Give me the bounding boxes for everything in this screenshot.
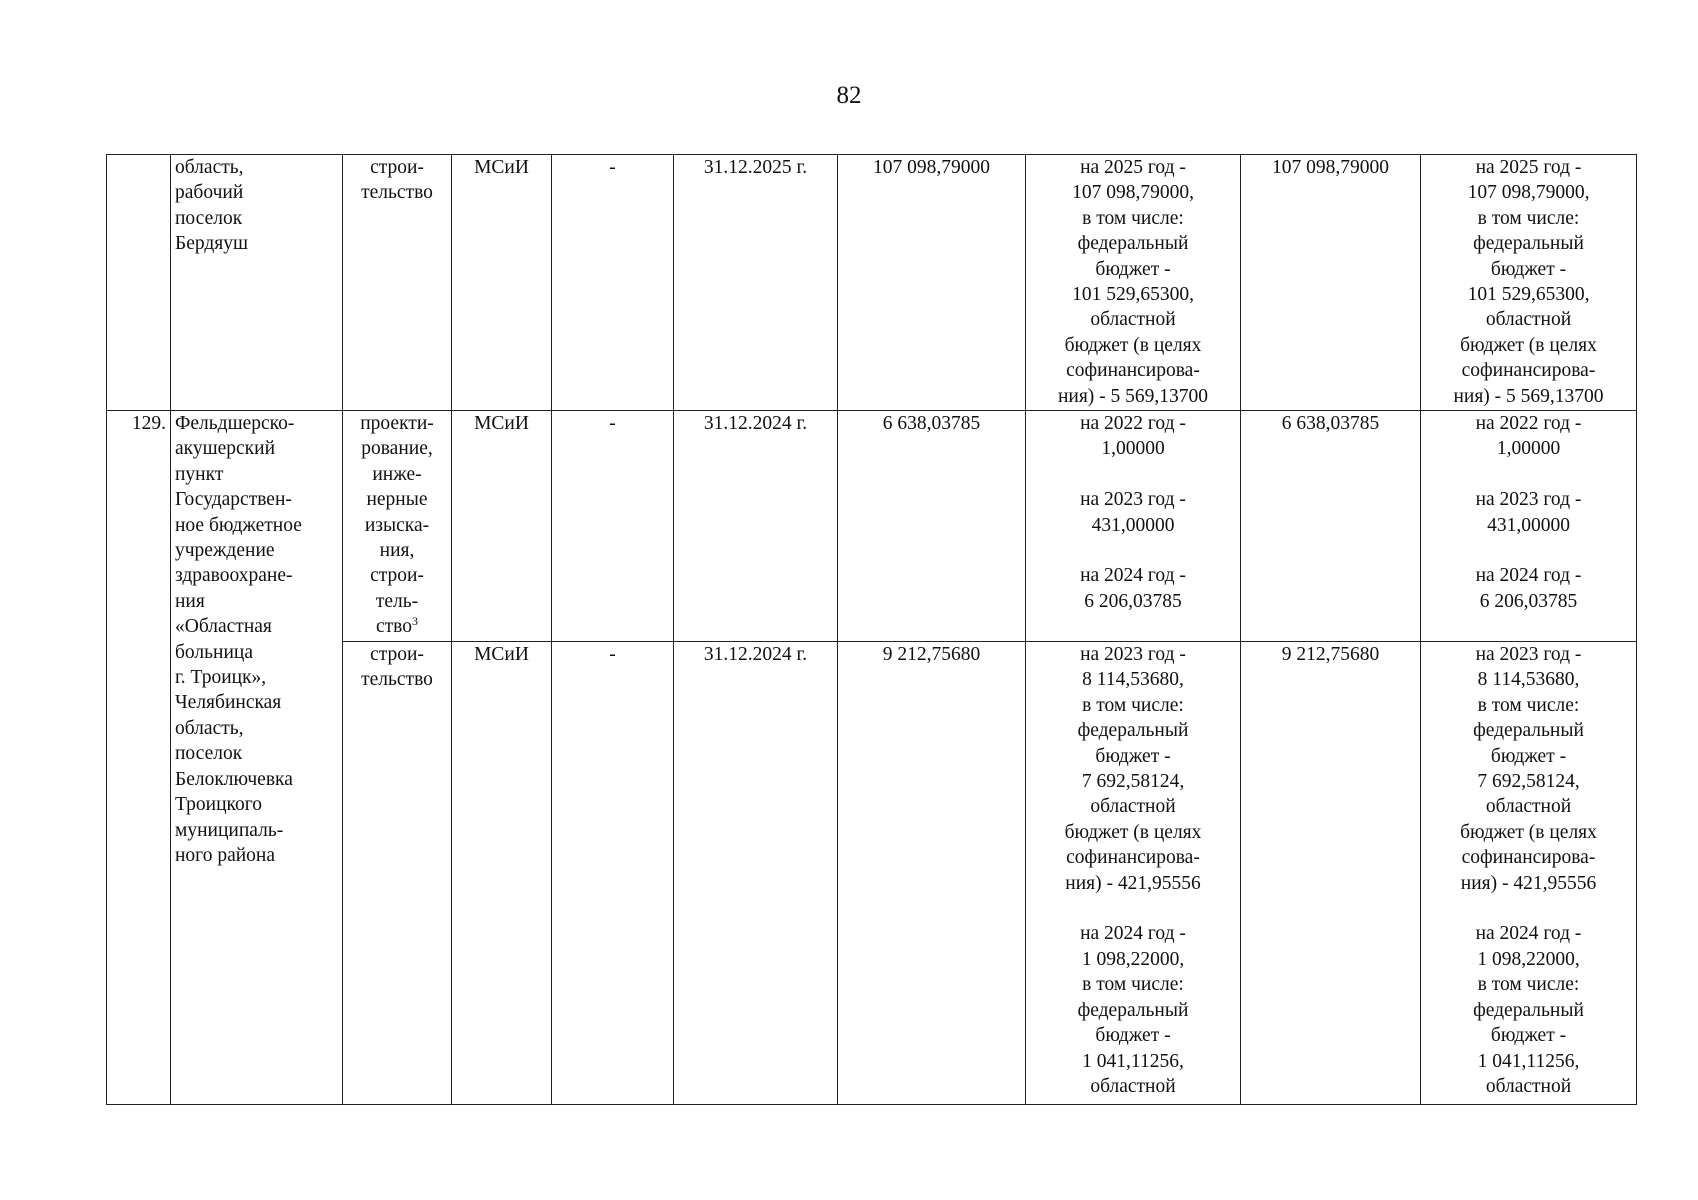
cost2: 6 638,03785 — [1281, 413, 1380, 434]
work-type-cell — [343, 411, 452, 642]
dash-cell — [552, 642, 674, 1105]
work-type-cell — [343, 642, 452, 1105]
cost2-cell — [1241, 411, 1421, 642]
financing2-cell — [1421, 155, 1637, 411]
customer-cell — [452, 155, 552, 411]
financing2: на 2025 год - 107 098,79000, в том числе: федеральный бюджет - 101 529,65300, областной бюджет (в целях софинансирова- ния) - 5 569,13700 — [1453, 157, 1604, 407]
footnote-mark: 3 — [412, 614, 418, 629]
cost2-cell — [1241, 642, 1421, 1105]
customer-cell — [452, 642, 552, 1105]
financing2: на 2023 год - 8 114,53680, в том числе: федеральный бюджет - 7 692,58124, областной бюджет (в целях софинансирова- ния) - 421,95556 на 2024 год - 1 098,22000, в том числе: федеральный бюджет - 1 041,11256, областной — [1460, 644, 1597, 1097]
object-name: Фельдшерско- акушерский пункт Государствен- ное бюджетное учреждение здравоохране- ния «Областная больница г. Троицк», Челябинская область, поселок Белоключевка Троицкого муниципаль- ного района — [175, 413, 302, 866]
customer-cell — [452, 411, 552, 642]
financing2-cell — [1421, 642, 1637, 1105]
cost: 107 098,79000 — [873, 157, 990, 178]
table-row — [107, 411, 1637, 642]
customer: МСиИ — [474, 157, 529, 178]
dash-cell — [552, 155, 674, 411]
cost2-cell — [1241, 155, 1421, 411]
cost-cell — [838, 642, 1026, 1105]
objects-table — [106, 154, 1637, 1105]
cost2: 9 212,75680 — [1281, 644, 1380, 665]
financing2: на 2022 год - 1,00000 на 2023 год - 431,00000 на 2024 год - 6 206,03785 — [1475, 413, 1582, 612]
cost-cell — [838, 155, 1026, 411]
cost: 6 638,03785 — [882, 413, 981, 434]
customer: МСиИ — [474, 644, 529, 665]
dash-cell — [552, 411, 674, 642]
dash-value: - — [609, 157, 616, 178]
work-type-cell — [343, 155, 452, 411]
deadline: 31.12.2025 г. — [703, 157, 808, 178]
object-name-cell — [171, 411, 343, 1105]
financing-cell — [1026, 155, 1241, 411]
object-name-cell — [171, 155, 343, 411]
cost: 9 212,75680 — [882, 644, 981, 665]
deadline-cell — [674, 642, 838, 1105]
financing-cell — [1026, 411, 1241, 642]
dash-value: - — [609, 644, 616, 665]
financing2-cell — [1421, 411, 1637, 642]
work-type: строи- тельство — [361, 157, 433, 204]
row-number-cell — [107, 411, 171, 1105]
work-type: проекти- рование, инже- нерные изыска- ния, строи- тель- ство — [360, 413, 434, 638]
financing: на 2023 год - 8 114,53680, в том числе: федеральный бюджет - 7 692,58124, областной бюджет (в целях софинансирова- ния) - 421,95556 на 2024 год - 1 098,22000, в том числе: федеральный бюджет - 1 041,11256, областной — [1064, 644, 1202, 1097]
deadline-cell — [674, 155, 838, 411]
object-name: область, рабочий поселок Бердяуш — [175, 157, 249, 255]
dash-value: - — [609, 413, 616, 434]
row-number-cell — [107, 155, 171, 411]
table-row — [107, 155, 1637, 411]
deadline-cell — [674, 411, 838, 642]
deadline: 31.12.2024 г. — [703, 644, 808, 665]
financing: на 2025 год - 107 098,79000, в том числе: федеральный бюджет - 101 529,65300, областной бюджет (в целях софинансирова- ния) - 5 569,13700 — [1057, 157, 1209, 407]
financing-cell — [1026, 642, 1241, 1105]
customer: МСиИ — [474, 413, 529, 434]
cost2: 107 098,79000 — [1272, 157, 1389, 178]
deadline: 31.12.2024 г. — [703, 413, 808, 434]
financing: на 2022 год - 1,00000 на 2023 год - 431,00000 на 2024 год - 6 206,03785 — [1080, 413, 1186, 612]
row-number: 129. — [131, 413, 166, 434]
work-type: строи- тельство — [361, 644, 433, 691]
page-number: 82 — [836, 82, 862, 109]
cost-cell — [838, 411, 1026, 642]
